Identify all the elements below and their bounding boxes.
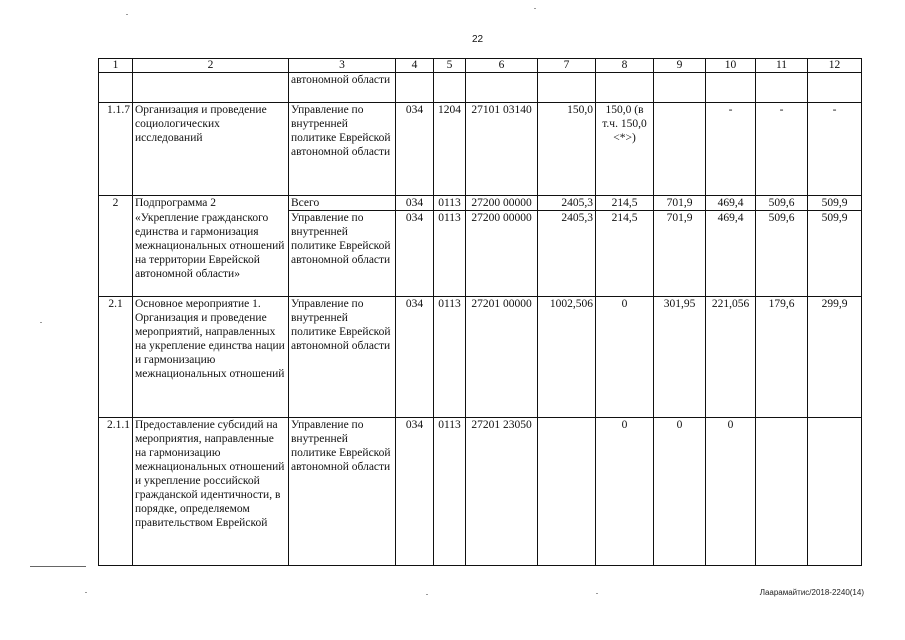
scan-speck bbox=[40, 322, 42, 323]
cell-event-name bbox=[133, 73, 289, 103]
cell-year-5: 299,9 bbox=[808, 297, 862, 418]
cell-year-4 bbox=[756, 73, 808, 103]
cell-number: 1.1.7 bbox=[99, 103, 133, 196]
column-header: 10 bbox=[706, 59, 756, 73]
cell-total bbox=[538, 418, 596, 566]
table-row-continuation bbox=[99, 73, 862, 103]
cell-number: 2.1.1 bbox=[99, 418, 133, 566]
column-header: 12 bbox=[808, 59, 862, 73]
cell-rzpr: 0113 bbox=[434, 297, 466, 418]
cell-event-name: «Укрепление гражданского единства и гармонизация межнациональных отношений на территории Еврейской автономной области» bbox=[133, 211, 289, 297]
cell-csr: 27201 00000 bbox=[466, 297, 538, 418]
cell-event-name: Подпрограмма 2 bbox=[133, 196, 289, 211]
cell-event-name: Организация и проведение социологических исследований bbox=[133, 103, 289, 196]
scan-speck bbox=[85, 592, 87, 593]
column-header: 2 bbox=[133, 59, 289, 73]
cell-year-4: 179,6 bbox=[756, 297, 808, 418]
cell-year-5: 509,9 bbox=[808, 196, 862, 211]
cell-csr: 27201 23050 bbox=[466, 418, 538, 566]
column-header: 7 bbox=[538, 59, 596, 73]
table-row-1-1-7 bbox=[99, 103, 862, 196]
cell-year-4: - bbox=[756, 103, 808, 196]
cell-total: 2405,3 bbox=[538, 211, 596, 297]
cell-csr: 27101 03140 bbox=[466, 103, 538, 196]
cell-rzpr: 0113 bbox=[434, 211, 466, 297]
cell-rzpr: 0113 bbox=[434, 196, 466, 211]
cell-year-1: 0 bbox=[596, 297, 654, 418]
cell-year-2: 0 bbox=[654, 418, 706, 566]
cell-executor: Всего bbox=[289, 196, 396, 211]
cell-year-2: 701,9 bbox=[654, 196, 706, 211]
scan-speck bbox=[596, 593, 598, 594]
cell-year-4: 509,6 bbox=[756, 211, 808, 297]
cell-grbs: 034 bbox=[396, 211, 434, 297]
scan-edge-mark bbox=[30, 566, 86, 567]
cell-year-5: - bbox=[808, 103, 862, 196]
cell-year-3: 469,4 bbox=[706, 211, 756, 297]
cell-year-3: - bbox=[706, 103, 756, 196]
cell-year-2: 701,9 bbox=[654, 211, 706, 297]
cell-csr bbox=[466, 73, 538, 103]
table-row-2-1-1 bbox=[99, 418, 862, 566]
cell-executor: Управление по внутренней политике Еврейской автономной области bbox=[289, 211, 396, 297]
cell-executor: Управление по внутренней политике Еврейской автономной области bbox=[289, 103, 396, 196]
column-header: 8 bbox=[596, 59, 654, 73]
cell-year-1 bbox=[596, 73, 654, 103]
cell-year-2: 301,95 bbox=[654, 297, 706, 418]
cell-year-5: 509,9 bbox=[808, 211, 862, 297]
page-number: 22 bbox=[472, 34, 484, 45]
cell-grbs: 034 bbox=[396, 297, 434, 418]
cell-year-4 bbox=[756, 418, 808, 566]
column-header: 5 bbox=[434, 59, 466, 73]
cell-year-2 bbox=[654, 73, 706, 103]
scan-speck bbox=[426, 594, 428, 595]
cell-csr: 27200 00000 bbox=[466, 211, 538, 297]
cell-total: 150,0 bbox=[538, 103, 596, 196]
cell-total: 2405,3 bbox=[538, 196, 596, 211]
column-header: 4 bbox=[396, 59, 434, 73]
cell-event-name: Предоставление субсидий на мероприятия, направленные на гармонизацию межнациональных отношений и укрепление российской гражданской идентичности, в порядке, определяемом правительством Еврейской bbox=[133, 418, 289, 566]
table-header-row bbox=[99, 59, 862, 73]
cell-total bbox=[538, 73, 596, 103]
cell-event-name: Основное мероприятие 1. Организация и проведение мероприятий, направленных на укрепление единства нации и гармонизацию межнациональных отношений bbox=[133, 297, 289, 418]
cell-year-1: 214,5 bbox=[596, 211, 654, 297]
cell-rzpr: 1204 bbox=[434, 103, 466, 196]
cell-year-5 bbox=[808, 73, 862, 103]
cell-number: 2.1 bbox=[99, 297, 133, 418]
scan-speck bbox=[534, 8, 536, 9]
cell-grbs: 034 bbox=[396, 103, 434, 196]
cell-year-2 bbox=[654, 103, 706, 196]
cell-year-3: 0 bbox=[706, 418, 756, 566]
cell-year-5 bbox=[808, 418, 862, 566]
cell-executor: Управление по внутренней политике Еврейской автономной области bbox=[289, 297, 396, 418]
cell-year-1: 0 bbox=[596, 418, 654, 566]
cell-year-3: 221,056 bbox=[706, 297, 756, 418]
table-row-subprogram-2-executor bbox=[99, 211, 862, 297]
cell-number: 2 bbox=[99, 196, 133, 297]
cell-grbs bbox=[396, 73, 434, 103]
column-header: 9 bbox=[654, 59, 706, 73]
cell-number bbox=[99, 73, 133, 103]
column-header: 1 bbox=[99, 59, 133, 73]
cell-year-1: 214,5 bbox=[596, 196, 654, 211]
table-row-subprogram-2-total bbox=[99, 196, 862, 211]
column-header: 3 bbox=[289, 59, 396, 73]
document-footer-code: Лаарамайтис/2018-2240(14) bbox=[759, 588, 864, 597]
table-row-2-1 bbox=[99, 297, 862, 418]
budget-table bbox=[98, 58, 862, 566]
cell-grbs: 034 bbox=[396, 196, 434, 211]
cell-year-3: 469,4 bbox=[706, 196, 756, 211]
cell-executor: автономной области bbox=[289, 73, 396, 103]
cell-rzpr bbox=[434, 73, 466, 103]
cell-year-1: 150,0 (в т.ч. 150,0 <*>) bbox=[596, 103, 654, 196]
cell-total: 1002,506 bbox=[538, 297, 596, 418]
cell-grbs: 034 bbox=[396, 418, 434, 566]
cell-rzpr: 0113 bbox=[434, 418, 466, 566]
cell-year-4: 509,6 bbox=[756, 196, 808, 211]
cell-executor: Управление по внутренней политике Еврейской автономной области bbox=[289, 418, 396, 566]
cell-year-3 bbox=[706, 73, 756, 103]
cell-csr: 27200 00000 bbox=[466, 196, 538, 211]
column-header: 11 bbox=[756, 59, 808, 73]
column-header: 6 bbox=[466, 59, 538, 73]
scan-speck bbox=[126, 14, 128, 15]
